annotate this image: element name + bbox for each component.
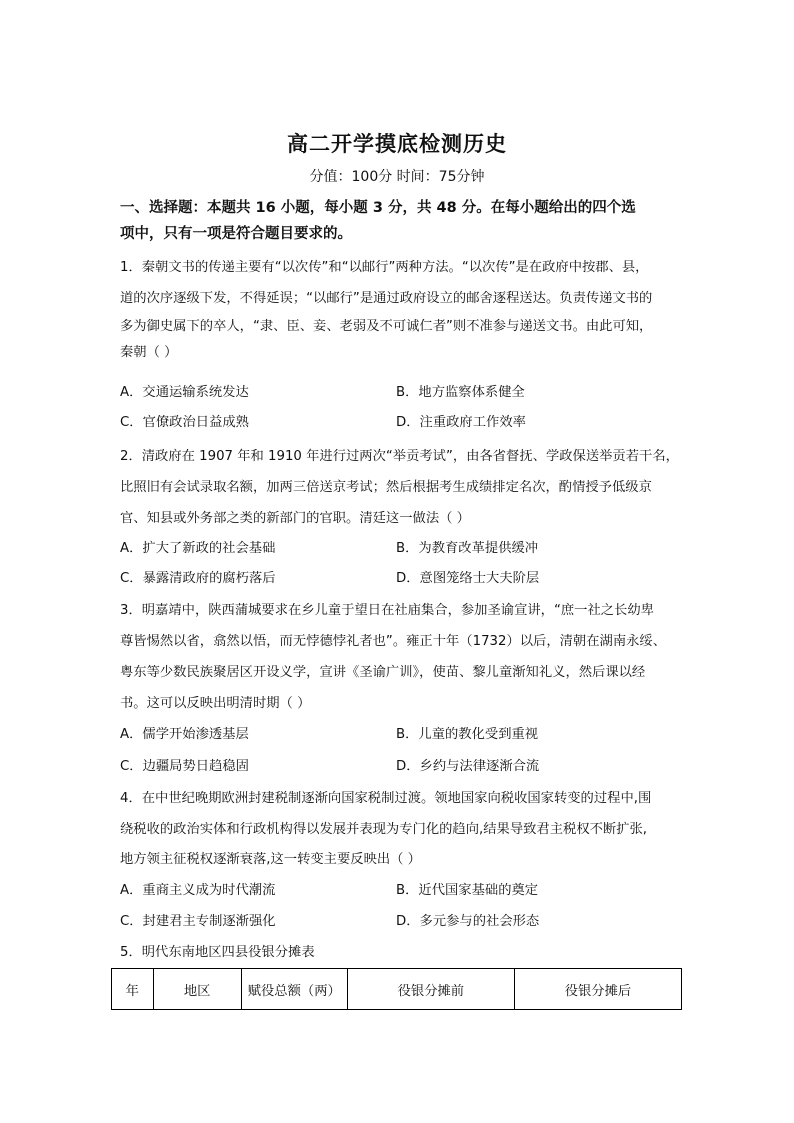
question-3-line: 粤东等少数民族聚居区开设义学，宣讲《圣谕广训》，使苗、黎儿童渐知礼义，然后课以经 <box>120 665 646 680</box>
question-2-option-a: A．扩大了新政的社会基础 <box>120 541 276 556</box>
question-1-option-b: B．地方监察体系健全 <box>396 385 525 400</box>
table-header-cell: 地区 <box>153 969 241 1010</box>
question-4-line: 绕税收的政治实体和行政机构得以发展并表现为专门化的趋向,结果导致君主税权不断扩张, <box>120 822 648 837</box>
question-1-line: 多为御史属下的卒人，“隶、臣、妾、老弱及不可诚仁者”则不准参与递送文书。由此可知， <box>120 319 653 334</box>
question-4-option-a: A．重商主义成为时代潮流 <box>120 883 276 898</box>
question-4-line: 4．在中世纪晚期欧洲封建税制逐渐向国家税制过渡。领地国家向税收国家转变的过程中,围 <box>120 791 652 806</box>
question-2-line: 官、知县或外务部之类的新部门的官职。清廷这一做法（ ） <box>120 511 470 526</box>
question-3-option-a: A．儒学开始渗透基层 <box>120 727 249 742</box>
corvee-silver-table <box>111 968 682 1010</box>
question-1-option-a: A．交通运输系统发达 <box>120 385 249 400</box>
question-2-option-b: B．为教育改革提供缓冲 <box>396 541 539 556</box>
question-3-line: 3．明嘉靖中，陕西蒲城要求在乡儿童于望日在社庙集合，参加圣谕宣讲，“庶一社之长幼卑 <box>120 603 654 618</box>
question-1-line: 秦朝（ ） <box>120 345 178 360</box>
table-header-cell: 役银分摊后 <box>514 969 681 1010</box>
question-3-line: 尊皆惕然以省，翕然以悟，而无悖德悖礼者也”。雍正十年（1732）以后，清朝在湖南永绥、 <box>120 634 667 649</box>
question-2-option-d: D．意图笼络士大夫阶层 <box>396 571 540 586</box>
question-1-option-c: C．官僚政治日益成熟 <box>120 415 249 430</box>
page-title: 高二开学摸底检测历史 <box>287 132 507 156</box>
score-time-info: 分值：100分 时间：75分钟 <box>309 169 485 185</box>
question-4-option-c: C．封建君主专制逐渐强化 <box>120 914 276 929</box>
question-1-line: 道的次序逐级下发，不得延误；“以邮行”是通过政府设立的邮舍逐程送达。负责传递文书的 <box>120 291 653 306</box>
table-header-cell: 役银分摊前 <box>347 969 514 1010</box>
question-4-option-d: D．多元参与的社会形态 <box>396 914 540 929</box>
question-1-option-d: D．注重政府工作效率 <box>396 415 526 430</box>
question-5-caption: 5．明代东南地区四县役银分摊表 <box>120 945 315 960</box>
section-heading-line1: 一、选择题：本题共 16 小题，每小题 3 分，共 48 分。在每小题给出的四个选 <box>120 200 636 216</box>
question-3-option-c: C．边疆局势日趋稳固 <box>120 759 249 774</box>
question-3-option-d: D．乡约与法律逐渐合流 <box>396 759 540 774</box>
question-2-line: 2．清政府在 1907 年和 1910 年进行过两次“举贡考试”，由各省督抚、学政保送举贡若干名， <box>120 449 679 464</box>
question-3-option-b: B．儿童的教化受到重视 <box>396 727 539 742</box>
section-heading-line2: 项中，只有一项是符合题目要求的。 <box>120 226 352 242</box>
table-header-cell: 赋役总额（两） <box>241 969 347 1010</box>
question-2-line: 比照旧有会试录取名额，加两三倍送京考试；然后根据考生成绩排定名次，酌情授予低级京 <box>120 480 652 495</box>
table-header-row <box>112 969 682 1010</box>
question-4-option-b: B．近代国家基础的奠定 <box>396 883 539 898</box>
question-2-option-c: C．暴露清政府的腐朽落后 <box>120 571 276 586</box>
question-4-line: 地方领主征税权逐渐衰落,这一转变主要反映出（ ） <box>120 852 421 867</box>
table-header-cell: 年 <box>112 969 154 1010</box>
question-1-line: 1．秦朝文书的传递主要有“以次传”和“以邮行”两种方法。“以次传”是在政府中按郡、县， <box>120 260 649 275</box>
question-3-line: 书。这可以反映出明清时期（ ） <box>120 696 311 711</box>
